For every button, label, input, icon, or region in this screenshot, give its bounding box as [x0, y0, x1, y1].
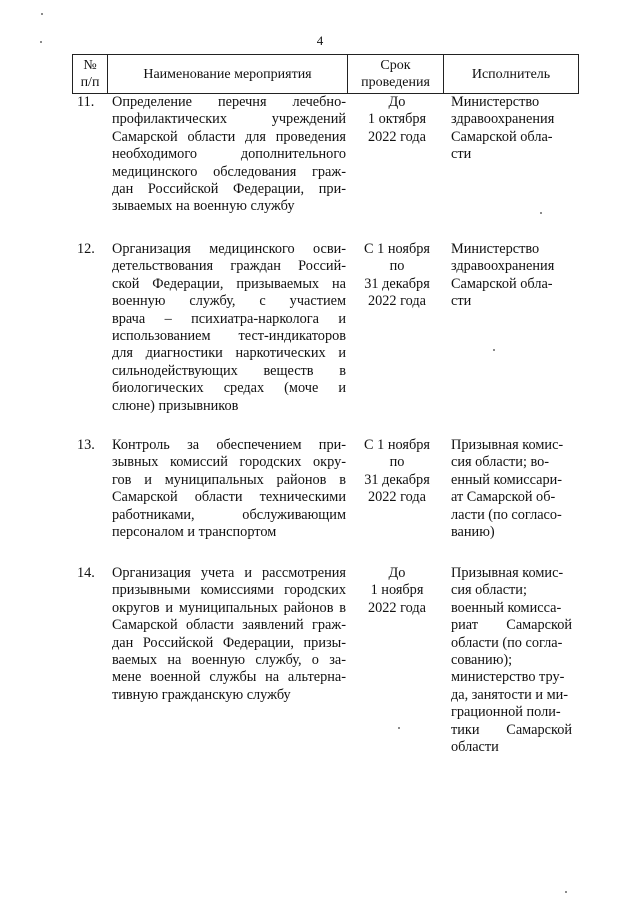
scan-speck [41, 13, 43, 15]
text-line: 1 ноября [370, 582, 424, 599]
text-line: да, занятости и ми- [451, 686, 569, 703]
scan-speck [540, 212, 542, 214]
header-name: Наименование мероприятия [108, 55, 348, 94]
row-term [352, 94, 442, 146]
text-line: 2022 года [367, 128, 427, 145]
header-number: № п/п [73, 55, 108, 94]
row-term [352, 437, 442, 507]
text-line: сия области; во- [451, 454, 550, 471]
text-line: 31 декабря [364, 471, 430, 488]
text-line: 2022 года [367, 489, 427, 506]
text-line: слюне) призывников [112, 397, 239, 414]
text-line: Самарской обла- [451, 275, 553, 292]
row-term [352, 241, 442, 311]
page-number: 4 [316, 33, 324, 48]
text-line: грационной поли- [451, 704, 561, 721]
text-line: С 1 ноября [364, 437, 430, 453]
text-line: врача – психиатра-нарколога и [112, 310, 346, 327]
text-line: дан Российской Федерации, при- [112, 181, 346, 198]
text-line: персоналом и транспортом [112, 524, 277, 541]
text-line: Контроль за обеспечением при- [112, 437, 346, 453]
text-line: Определение перечня лечебно- [112, 94, 346, 110]
text-line: работниками, обслуживающим [112, 506, 346, 523]
text-line: Организация учета и рассмотрения [112, 565, 346, 581]
text-line: для диагностики наркотических и [112, 345, 346, 362]
text-line: гов и муниципальных районов в [112, 471, 346, 488]
text-line: здравоохранения [451, 111, 555, 128]
scan-speck [565, 891, 567, 893]
text-line: медицинского обследования граж- [112, 163, 346, 180]
text-line: 1 октября [367, 111, 427, 128]
row-number: 13. [77, 437, 95, 453]
text-line: енный комиссари- [451, 471, 563, 488]
scan-speck [398, 727, 400, 729]
text-line: ласти (по согласо- [451, 506, 562, 523]
row-executor [451, 565, 572, 756]
text-line: министерство тру- [451, 669, 565, 686]
scan-speck [40, 41, 42, 43]
scan-speck [493, 349, 495, 351]
text-line: дан Российской Федерации, призы- [112, 634, 346, 651]
text-line: 2022 года [367, 293, 427, 310]
header-term: Срок проведения [348, 55, 444, 94]
text-line: округов и муниципальных районов в [112, 599, 346, 616]
text-line: биологических средах (моче и [112, 380, 346, 397]
text-line: ваемых на военную службу, о за- [112, 652, 346, 669]
text-line: До [388, 94, 406, 110]
row-executor [451, 94, 572, 164]
text-line: Самарской области для проведения [112, 128, 346, 145]
text-line: зываемых на военную службу [112, 198, 295, 215]
text-line: Самарской обла- [451, 128, 553, 145]
text-line: 31 декабря [364, 275, 430, 292]
text-line: Самарской области техническими [112, 489, 346, 506]
row-number: 11. [77, 94, 95, 110]
text-line: 2022 года [367, 599, 427, 616]
text-line: ванию) [451, 524, 495, 541]
text-line: сти [451, 293, 472, 310]
text-line: необходимого дополнительного [112, 146, 346, 163]
text-line: мене военной службы на альтерна- [112, 669, 346, 686]
text-line: области [451, 739, 499, 756]
table-header [72, 54, 579, 94]
text-line: по [389, 258, 405, 275]
text-line: риат Самарской [451, 617, 572, 634]
text-line: Организация медицинского осви- [112, 241, 346, 257]
text-line: Министерство [451, 241, 540, 257]
row-number: 12. [77, 241, 95, 257]
header-executor: Исполнитель [444, 55, 579, 94]
text-line: зывных комиссий городских окру- [112, 454, 346, 471]
text-line: До [388, 565, 406, 581]
text-line: детельствования граждан Россий- [112, 258, 346, 275]
text-line: профилактических учреждений [112, 111, 346, 128]
text-line: сти [451, 146, 472, 163]
row-executor [451, 437, 572, 541]
text-line: использованием тест-индикаторов [112, 328, 346, 345]
row-name [112, 565, 346, 704]
row-term [352, 565, 442, 617]
row-name [112, 241, 346, 415]
text-line: по [389, 454, 405, 471]
text-line: сия области; [451, 582, 527, 599]
text-line: сильнодействующих веществ в [112, 362, 346, 379]
text-line: сованию); [451, 652, 513, 669]
row-executor [451, 241, 572, 311]
text-line: здравоохранения [451, 258, 555, 275]
text-line: военную службу, с участием [112, 293, 346, 310]
text-line: тивную гражданскую службу [112, 686, 291, 703]
text-line: ской Федерации, призываемых на [112, 275, 346, 292]
text-line: ат Самарской об- [451, 489, 556, 506]
text-line: Министерство [451, 94, 540, 110]
text-line: тики Самарской [451, 721, 572, 738]
text-line: Призывная комис- [451, 565, 564, 581]
text-line: военный комисса- [451, 599, 562, 616]
text-line: Самарской области заявлений граж- [112, 617, 346, 634]
text-line: Призывная комис- [451, 437, 564, 453]
text-line: призывными комиссиями городских [112, 582, 346, 599]
text-line: области (по согла- [451, 634, 563, 651]
row-name [112, 94, 346, 216]
row-name [112, 437, 346, 541]
text-line: С 1 ноября [364, 241, 430, 257]
row-number: 14. [77, 565, 95, 581]
